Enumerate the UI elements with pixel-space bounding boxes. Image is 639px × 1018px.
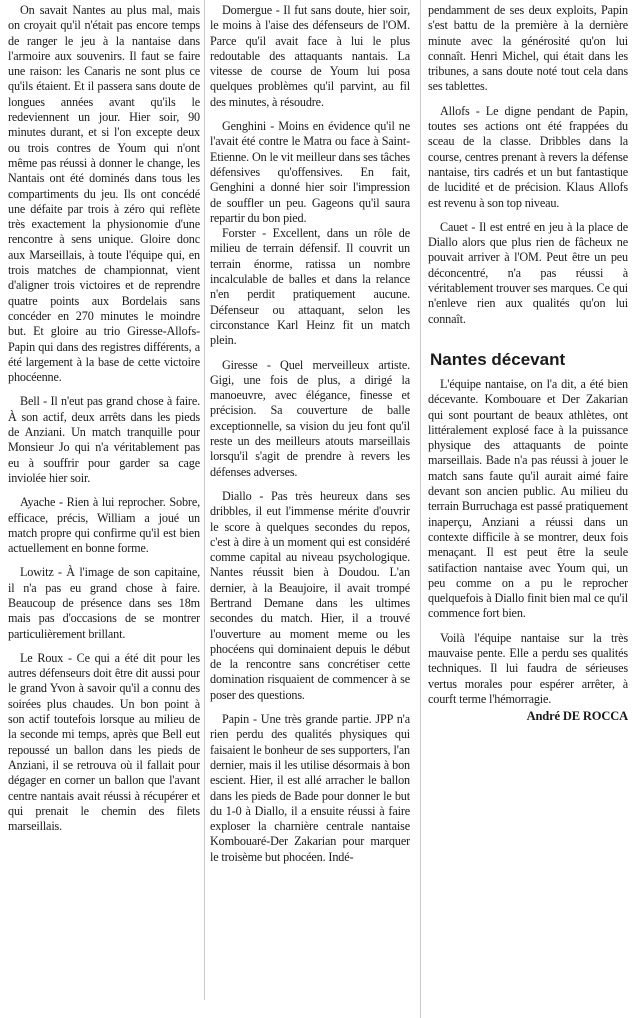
papin-continuation: pendamment de ses deux exploits, Papin s'est battu de la première à la dernière minute avec la générosité qu'on lui connaît. Henri Michel, qui était dans les tribunes, a sans doute noté tout cela dans ses tablettes. [428, 3, 628, 94]
player-rating-diallo: Diallo - Pas très heureux dans ses dribbles, il eut l'immense mérite d'ouvrir le score à quelques secondes du repos, c'est à dire à un moment qui est considéré comme capital au niveau psychologique. Nantes réussit bien à Doudou. L'an dernier, à la Beaujoire, il avait trompé Bertrand Demane dans les ultimes secondes du match. Hier, il a trouvé l'ouverture au moment meme ou les phocéens qui dominaient depuis le début de la rencontre sans concrétiser cette domination risquaient de commencer à se poser des questions. [210, 488, 410, 702]
column-divider [204, 0, 205, 1000]
player-rating-domergue: Domergue - Il fut sans doute, hier soir, le moins à l'aise des défenseurs de l'OM. Parce qu'il avait face à lui le plus redoutable des attaquants nantais. La vitesse de course de Youm lui posa quelques problèmes qu'il parvint, au fil des minutes, à résoudre. [210, 3, 410, 109]
nantes-paragraph: L'équipe nantaise, on l'a dit, a été bien décevante. Kombouare et Der Zakarian qui sont pourtant de beaux athlètes, ont littéralement explosé face à la puissance physique des attaquants de pointe marseillais. Bade n'a pas réussi à jouer le match sans faute qu'il aurait aimé faire devant son ancien public. Au milieu du terrain Burruchaga est passé pratiquement inaperçu, Anziani a réussi dans un contexte difficile à se montrer, deux fois menaçant. Il est peut être la seule satifaction nantaise avec Youm qui, un peu comme on a pu le reprocher quelquefois à Diallo finit bien mal ce qu'il commence fort bien. [428, 376, 628, 621]
player-rating-cauet: Cauet - Il est entré en jeu à la place de Diallo alors que plus rien de fâcheux ne pouvait arriver à l'OM. Peut être un peu déconcentré, n'a pas réussi à véritablement trouver ses marques. Ce qui n'enleve rien aux qualités qu'on lui connaît. [428, 219, 628, 326]
conclusion-paragraph: Voilà l'équipe nantaise sur la très mauvaise pente. Elle a perdu ses qualités techniques. Il lui faudra de sérieuses vertus morales pour espérer arrêter, à courft terme l'hémorragie. [428, 630, 628, 706]
article-column-1 [8, 0, 200, 1000]
intro-paragraph: On savait Nantes au plus mal, mais on croyait qu'il n'était pas encore temps de ranger le jeu à la nantaise dans l'armoire aux souvenirs. Il faut se faire une raison: les Canaris ne sont plus ce qu'ils étaient. Et il passera sans doute de longues années avant qu'ils le redeviennent un jour. Hier soir, 90 minutes durant, et si l'on excepte deux ou trois contres de Youm qui n'ont même pas réussi à donner le change, les Nantais ont été dominés dans tous les compartiments du jeu. Ils ont concédé une défaite par trois à zéro qui reflète très exactement la physionomie d'une rencontre à sens unique. Gloire donc aux Marseillais, à toute l'équipe qui, en trois matches de championnat, vient d'aligner trois victoires et de reprendre quatre points aux Bordelais sans concéder en 270 minutes le moindre but. Et gloire au trio Giresse-Allofs-Papin qui dans des registres différents, a été largement à la base de cette victoire phocéenne. [8, 3, 200, 385]
player-rating-ayache: Ayache - Rien à lui reprocher. Sobre, efficace, précis, William a joué un match propre qui confirme qu'il est bien actuellement en bonne forme. [8, 495, 200, 556]
player-rating-giresse: Giresse - Quel merveilleux artiste. Gigi, une fois de plus, a dirigé la manoeuvre, avec élégance, finesse et précision. Sa couverture de balle exceptionnelle, sa vision du jeu font qu'il reste un des meilleurs atouts marseillais lorsqu'il s'agit de prendre à revers les défenses adverses. [210, 357, 410, 479]
player-rating-bell: Bell - Il n'eut pas grand chose à faire. À son actif, deux arrêts dans les pieds de Anziani. Un match tranquille pour Monsieur Jo qui n'a véritablement pas eu à souffrir pour garder sa cage inviolée hier soir. [8, 394, 200, 485]
article-column-2 [210, 0, 410, 1018]
player-rating-forster: Forster - Excellent, dans un rôle de milieu de terrain défensif. Il couvrit un terrain énorme, ratissa un nombre incalculable de balles et dans la relance n'en perdit pratiquement aucune. Défenseur ou attaquant, selon les circonstance Karl Heinz fit un match plein. [210, 226, 410, 348]
player-rating-lowitz: Lowitz - À l'image de son capitaine, il n'a pas eu grand chose à faire. Beaucoup de présence dans ses 18m mais pas d'occasions de se montrer particulièrement brillant. [8, 565, 200, 641]
article-column-3 [428, 0, 628, 920]
player-rating-papin: Papin - Une très grande partie. JPP n'a rien perdu des qualités physiques qui faisaient le bonheur de ses supporters, l'an dernier, mais il les utilise désormais à bon escient. Hier, il est allé arracher le ballon dans les pieds de Bade pour donner le but du 1-0 à Diallo, il a ensuite réussi à faire exploser la charnière centrale nantaise Kombouaré-Der Zakarian pour marquer le troisème but phocéen. Indé- [210, 712, 410, 864]
player-rating-allofs: Allofs - Le digne pendant de Papin, toutes ses actions ont été frappées du sceau de la classe. Dribbles dans la course, centres prenant à revers la défense nantaise, tirs cadrés et un but fantastique de lucidité et de précision. Klaus Allofs est revenu à son top niveau. [428, 103, 628, 210]
section-headline: Nantes décevant [430, 349, 566, 369]
author-signature: André DE ROCCA [526, 709, 628, 724]
column-divider [420, 0, 421, 1018]
player-rating-genghini: Genghini - Moins en évidence qu'il ne l'avait été contre le Matra ou face à Saint-Etienne. On le vit meilleur dans ses tâches défensives qu'offensives. En fait, Genghini a donné hier soir l'impression de souffler un peu. Gageons qu'il saura repartir du bon pied. [210, 119, 410, 225]
player-rating-le-roux: Le Roux - Ce qui a été dit pour les autres défenseurs doit être dit aussi pour le grand Yvon à savoir qu'il a connu des soirées plus chaudes. Un bon point à son actif toutefois lorsque au milieu de la seconde mi temps, après que Bell eut repoussé un ballon dans les pieds de Anziani, il se retrouva où il fallait pour dégager en corner un ballon que l'avant centre nantais avait réussi à récupérer et qui prenait le chemin des filets marseillais. [8, 650, 200, 834]
